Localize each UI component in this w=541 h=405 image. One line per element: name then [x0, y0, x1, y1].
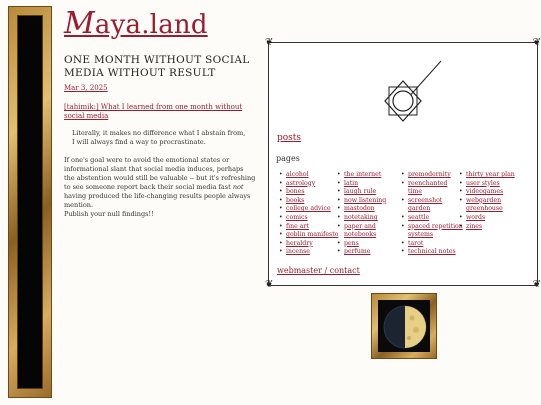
list-item [279, 231, 338, 240]
list-item [279, 180, 338, 189]
left-gilded-frame [8, 6, 52, 398]
webmaster-contact-link[interactable]: webmaster / contact [277, 266, 360, 275]
page-link[interactable]: technical notes [408, 248, 456, 256]
moon-phase-frame [371, 293, 437, 359]
list-item [279, 188, 338, 197]
flourish-corner-icon: ❦ [532, 279, 541, 290]
list-item [279, 248, 338, 257]
page-link[interactable]: laugh rule [344, 188, 377, 196]
list-item [401, 223, 464, 240]
page-link[interactable]: heraldry [286, 239, 313, 247]
page-link[interactable]: seattle [408, 213, 430, 221]
list-item [337, 240, 390, 249]
post-paragraph-emphasis: not [232, 183, 244, 191]
list-item [279, 205, 338, 214]
page-link[interactable]: bones [286, 188, 305, 196]
post-paragraph-before: If one's goal were to avoid the emotional states or informational slant that social media induces, perhaps the abstention would still be valuable -- but it's refreshing to see someone report back their social media fast [64, 156, 256, 191]
list-item [279, 214, 338, 223]
compass-rose-icon [377, 49, 447, 129]
page-link[interactable]: words [466, 213, 486, 221]
list-item [401, 180, 458, 197]
list-item [401, 248, 464, 257]
page-link[interactable]: reenchanted time [408, 179, 448, 196]
page-link[interactable]: tarot [408, 239, 424, 247]
flourish-corner-icon: ❦ [265, 279, 274, 290]
post-paragraph [64, 156, 256, 210]
page-link[interactable]: astrology [286, 179, 316, 187]
pages-column-2 [337, 171, 390, 257]
post-title: ONE MONTH WITHOUT SOCIAL MEDIA WITHOUT RESULT [64, 54, 250, 79]
list-item [279, 240, 338, 249]
list-item [459, 171, 515, 180]
list-item [279, 223, 338, 232]
page-link[interactable]: alcohol [286, 171, 309, 178]
list-item [401, 214, 464, 223]
page-link[interactable]: now listening [344, 196, 387, 204]
page-link[interactable]: latin [344, 179, 359, 187]
pages-column-1 [279, 171, 338, 257]
half-moon-icon [378, 300, 432, 354]
pages-heading: pages [276, 154, 300, 163]
page-link[interactable]: webgarden greenhouse [466, 196, 503, 213]
page-link[interactable]: fine art [286, 222, 309, 230]
list-item [337, 223, 390, 240]
post-quote: Literally, it makes no difference what I abstain from, I will always find a way to procrastinate. [72, 129, 246, 146]
post-reference-link[interactable]: [tahimik:] What I learned from one month without social media [64, 103, 243, 120]
list-item [337, 248, 390, 257]
list-item [401, 197, 458, 214]
list-item [337, 197, 390, 206]
page-link[interactable]: thirty year plan [466, 171, 515, 178]
list-item [279, 171, 338, 180]
page-link[interactable]: zines [466, 222, 483, 230]
list-item [459, 214, 515, 223]
list-item [459, 223, 515, 232]
site-logo-text: aya.land [94, 10, 208, 40]
flourish-corner-icon: ❦ [532, 37, 541, 48]
list-item [337, 188, 390, 197]
page-link[interactable]: videogames [466, 188, 504, 196]
list-item [401, 240, 464, 249]
posts-link[interactable]: posts [277, 133, 302, 143]
page-link[interactable]: the internet [344, 171, 382, 178]
page-link[interactable]: perfume [344, 248, 371, 256]
list-item [459, 197, 512, 214]
moon-phase-panel [378, 300, 430, 352]
list-item [401, 171, 464, 180]
navigation-box [265, 37, 541, 290]
page-link[interactable]: user styles [466, 179, 500, 187]
left-frame-panel [17, 15, 43, 389]
list-item [279, 197, 338, 206]
page-link[interactable]: comics [286, 213, 308, 221]
page-link[interactable]: spaced repetition systems [408, 222, 463, 239]
page-link[interactable]: notetaking [344, 213, 378, 221]
post-date-link[interactable]: Mar 3, 2025 [64, 84, 108, 92]
list-item [337, 171, 390, 180]
site-logo[interactable] [64, 6, 208, 41]
post-paragraph-after: having produced the life-changing results people always mention. [64, 192, 251, 209]
page-link[interactable]: screenshot garden [408, 196, 443, 213]
page-link[interactable]: incense [286, 248, 310, 256]
pages-column-4 [459, 171, 515, 231]
page-link[interactable]: goblin manifesto [286, 231, 339, 239]
page-link[interactable]: books [286, 196, 305, 204]
page-link[interactable]: premodernity [408, 171, 451, 178]
flourish-corner-icon: ❦ [265, 37, 274, 48]
page-link[interactable]: college advice [286, 205, 331, 213]
list-item [337, 180, 390, 189]
post-closing: Publish your null findings!! [64, 210, 154, 218]
list-item [337, 214, 390, 223]
page-link[interactable]: paper and notebooks [344, 222, 377, 239]
page-link[interactable]: pens [344, 239, 359, 247]
page-link[interactable]: mastodon [344, 205, 375, 213]
pages-column-3 [401, 171, 464, 257]
list-item [337, 205, 390, 214]
list-item [459, 180, 515, 189]
site-logo-capital: M [64, 6, 95, 41]
list-item [459, 188, 515, 197]
